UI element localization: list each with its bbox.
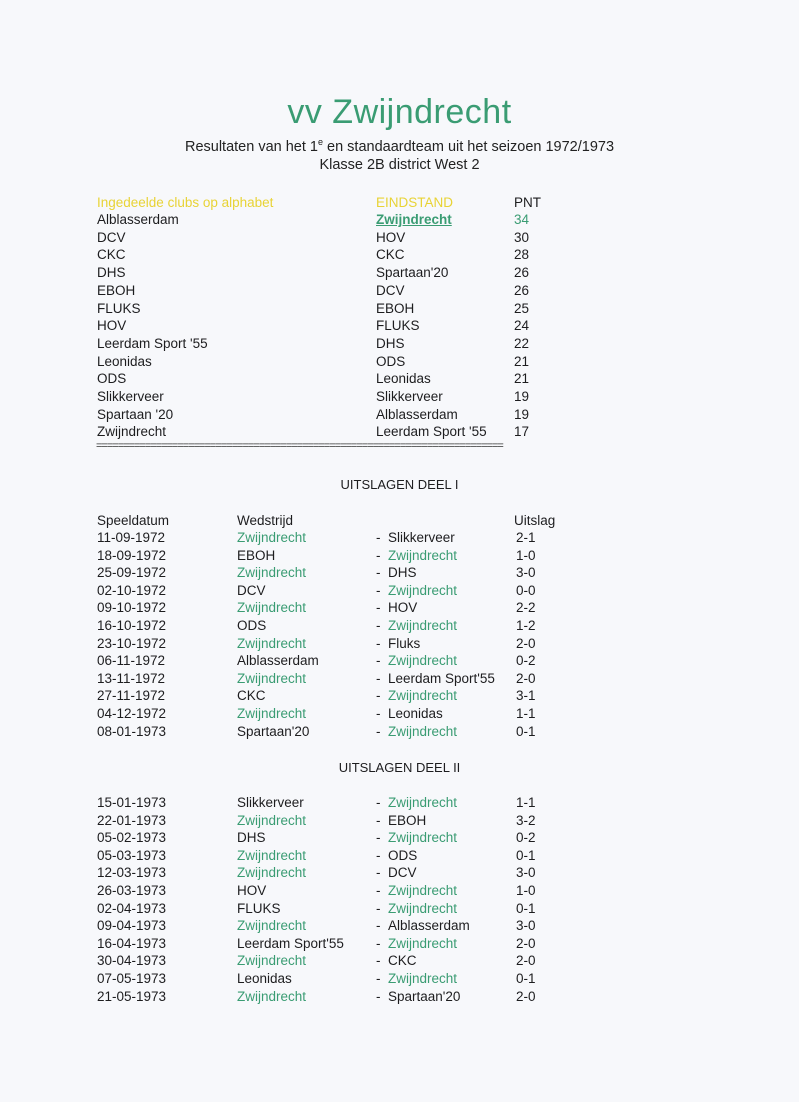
match-home: HOV: [237, 883, 267, 898]
match-dash: -: [376, 847, 381, 863]
standing-team: Zwijndrecht: [376, 212, 452, 227]
match-date: 09-10-1972: [97, 600, 167, 616]
match-dash: -: [376, 618, 381, 633]
col-result-header: Uitslag: [514, 513, 556, 528]
club-name: HOV: [97, 318, 127, 334]
match-dash: -: [376, 530, 381, 545]
part1-heading: UITSLAGEN DEEL I: [340, 477, 459, 492]
match-away: Zwijndrecht: [388, 618, 458, 633]
match-home: Zwijndrecht: [237, 670, 307, 686]
club-name: Leerdam Sport '55: [97, 335, 208, 351]
match-home: Leonidas: [237, 971, 292, 986]
match-away: Zwijndrecht: [388, 935, 458, 951]
match-score: 2-0: [516, 935, 536, 951]
match-dash: -: [376, 706, 381, 721]
match-dash: -: [376, 723, 381, 739]
match-away: Zwijndrecht: [388, 723, 458, 739]
match-home: FLUKS: [237, 900, 281, 916]
standing-points: 34: [514, 212, 530, 227]
separator-line: ===========================================================================: [96, 440, 503, 452]
match-dash: -: [376, 971, 381, 986]
standing-points: 19: [514, 389, 530, 404]
match-home: Zwijndrecht: [237, 847, 307, 863]
match-date: 05-02-1973: [97, 830, 167, 846]
match-score: 3-0: [516, 565, 536, 581]
match-home: Zwijndrecht: [237, 812, 307, 828]
subtitle-sup: e: [317, 137, 323, 147]
standing-team: Alblasserdam: [376, 406, 458, 422]
match-score: 0-1: [516, 847, 536, 863]
club-name: EBOH: [97, 282, 136, 298]
match-date: 13-11-1972: [97, 670, 166, 686]
match-home: Zwijndrecht: [237, 530, 307, 545]
match-dash: -: [376, 865, 381, 881]
match-dash: -: [376, 653, 381, 669]
match-dash: -: [376, 883, 381, 898]
match-score: 2-0: [516, 635, 536, 651]
points-header: PNT: [514, 195, 541, 210]
match-home: Zwijndrecht: [237, 865, 307, 881]
match-date: 02-04-1973: [97, 900, 167, 916]
match-dash: -: [376, 918, 381, 934]
match-date: 27-11-1972: [97, 688, 166, 704]
match-date: 15-01-1973: [97, 795, 167, 810]
club-name: ODS: [97, 371, 127, 387]
match-home: Alblasserdam: [237, 653, 319, 669]
standing-team: Leonidas: [376, 371, 431, 387]
standing-team: Spartaan'20: [376, 265, 449, 281]
match-date: 16-04-1973: [97, 935, 167, 951]
standing-team: CKC: [376, 247, 405, 263]
match-home: EBOH: [237, 547, 276, 563]
match-home: Spartaan'20: [237, 723, 310, 739]
match-score: 0-1: [516, 971, 536, 986]
match-home: DCV: [237, 582, 266, 598]
standing-points: 26: [514, 265, 530, 281]
match-date: 08-01-1973: [97, 723, 167, 739]
match-score: 1-0: [516, 547, 536, 563]
match-home: CKC: [237, 688, 266, 704]
match-dash: -: [376, 988, 381, 1004]
match-dash: -: [376, 812, 381, 828]
club-name: Slikkerveer: [97, 389, 164, 404]
match-date: 02-10-1972: [97, 582, 167, 598]
match-score: 2-2: [516, 600, 536, 616]
match-score: 1-1: [516, 706, 536, 721]
standing-points: 21: [514, 371, 530, 387]
club-name: DHS: [97, 265, 126, 281]
match-away: Leerdam Sport'55: [388, 670, 495, 686]
standing-team: HOV: [376, 229, 406, 245]
match-away: Zwijndrecht: [388, 653, 458, 669]
match-score: 2-0: [516, 670, 536, 686]
match-score: 2-1: [516, 530, 536, 545]
match-score: 0-1: [516, 900, 536, 916]
match-away: HOV: [388, 600, 418, 616]
match-away: Zwijndrecht: [388, 883, 458, 898]
club-name: Zwijndrecht: [97, 424, 167, 440]
match-away: Zwijndrecht: [388, 795, 458, 810]
match-date: 16-10-1972: [97, 618, 167, 633]
club-name: CKC: [97, 247, 126, 263]
standing-team: Slikkerveer: [376, 389, 443, 404]
subtitle-pre: Resultaten van het 1: [184, 138, 318, 155]
match-home: Zwijndrecht: [237, 706, 307, 721]
part2-heading: UITSLAGEN DEEL II: [338, 760, 461, 775]
standing-points: 17: [514, 424, 530, 440]
match-away: CKC: [388, 953, 417, 969]
match-home: ODS: [237, 618, 267, 633]
match-home: Zwijndrecht: [237, 988, 307, 1004]
match-dash: -: [376, 582, 381, 598]
match-home: Zwijndrecht: [237, 918, 307, 934]
match-date: 07-05-1973: [97, 971, 167, 986]
match-date: 25-09-1972: [97, 565, 167, 581]
standing-points: 25: [514, 300, 530, 316]
match-away: DHS: [388, 565, 417, 581]
col-date-header: Speeldatum: [97, 513, 170, 528]
match-dash: -: [376, 600, 381, 616]
standing-points: 26: [514, 282, 530, 298]
standing-team: DCV: [376, 282, 405, 298]
match-date: 06-11-1972: [97, 653, 166, 669]
match-score: 1-0: [516, 883, 536, 898]
match-home: Zwijndrecht: [237, 600, 307, 616]
match-date: 04-12-1972: [97, 706, 167, 721]
match-date: 30-04-1973: [97, 953, 167, 969]
match-away: ODS: [388, 847, 418, 863]
match-away: Zwijndrecht: [388, 830, 458, 846]
match-dash: -: [376, 900, 381, 916]
match-date: 11-09-1972: [97, 530, 166, 545]
standing-points: 22: [514, 335, 530, 351]
match-dash: -: [376, 670, 381, 686]
match-away: Zwijndrecht: [388, 547, 458, 563]
match-date: 18-09-1972: [97, 547, 167, 563]
standing-team: ODS: [376, 353, 406, 369]
club-name: DCV: [97, 229, 126, 245]
match-home: Zwijndrecht: [237, 565, 307, 581]
match-dash: -: [376, 547, 381, 563]
match-away: EBOH: [388, 812, 427, 828]
class-line: Klasse 2B district West 2: [319, 157, 480, 173]
match-away: Zwijndrecht: [388, 688, 458, 704]
final-standings-header: EINDSTAND: [376, 195, 454, 210]
standing-team: DHS: [376, 335, 405, 351]
match-score: 0-0: [516, 582, 536, 598]
match-home: DHS: [237, 830, 266, 846]
match-away: DCV: [388, 865, 417, 881]
subtitle-post: en standaardteam uit het seizoen 1972/1973: [323, 138, 615, 155]
subtitle: [0, 137, 799, 155]
club-name: Alblasserdam: [97, 212, 179, 227]
match-score: 3-1: [516, 688, 536, 704]
match-date: 22-01-1973: [97, 812, 167, 828]
match-away: Slikkerveer: [388, 530, 455, 545]
match-home: Leerdam Sport'55: [237, 935, 344, 951]
match-dash: -: [376, 688, 381, 704]
match-score: 1-1: [516, 795, 536, 810]
match-date: 12-03-1973: [97, 865, 167, 881]
standing-team: Leerdam Sport '55: [376, 424, 487, 440]
match-score: 2-0: [516, 988, 536, 1004]
clubs-header: Ingedeelde clubs op alphabet: [97, 195, 274, 210]
match-score: 0-1: [516, 723, 536, 739]
match-dash: -: [376, 830, 381, 846]
match-date: 05-03-1973: [97, 847, 167, 863]
match-away: Fluks: [388, 635, 421, 651]
match-away: Zwijndrecht: [388, 971, 458, 986]
club-name: Spartaan '20: [97, 406, 174, 422]
standing-points: 24: [514, 318, 530, 334]
match-dash: -: [376, 935, 381, 951]
match-date: 23-10-1972: [97, 635, 167, 651]
match-home: Slikkerveer: [237, 795, 304, 810]
match-score: 3-2: [516, 812, 536, 828]
standing-points: 30: [514, 229, 530, 245]
match-away: Zwijndrecht: [388, 582, 458, 598]
club-name: Leonidas: [97, 353, 152, 369]
match-date: 09-04-1973: [97, 918, 167, 934]
match-away: Leonidas: [388, 706, 443, 721]
standing-points: 28: [514, 247, 530, 263]
match-home: Zwijndrecht: [237, 635, 307, 651]
match-dash: -: [376, 565, 381, 581]
match-away: Alblasserdam: [388, 918, 470, 934]
match-date: 26-03-1973: [97, 883, 167, 898]
match-away: Zwijndrecht: [388, 900, 458, 916]
match-date: 21-05-1973: [97, 988, 167, 1004]
match-score: 0-2: [516, 653, 536, 669]
match-dash: -: [376, 953, 381, 969]
match-away: Spartaan'20: [388, 988, 461, 1004]
page-title: vv Zwijndrecht: [287, 93, 512, 131]
standing-points: 19: [514, 406, 530, 422]
match-score: 1-2: [516, 618, 536, 633]
match-dash: -: [376, 635, 381, 651]
standing-points: 21: [514, 353, 530, 369]
match-score: 0-2: [516, 830, 536, 846]
standing-team: FLUKS: [376, 318, 420, 334]
match-score: 3-0: [516, 918, 536, 934]
match-home: Zwijndrecht: [237, 953, 307, 969]
standing-team: EBOH: [376, 300, 415, 316]
match-score: 3-0: [516, 865, 536, 881]
club-name: FLUKS: [97, 300, 141, 316]
match-dash: -: [376, 795, 381, 810]
col-match-header: Wedstrijd: [237, 513, 294, 528]
match-score: 2-0: [516, 953, 536, 969]
